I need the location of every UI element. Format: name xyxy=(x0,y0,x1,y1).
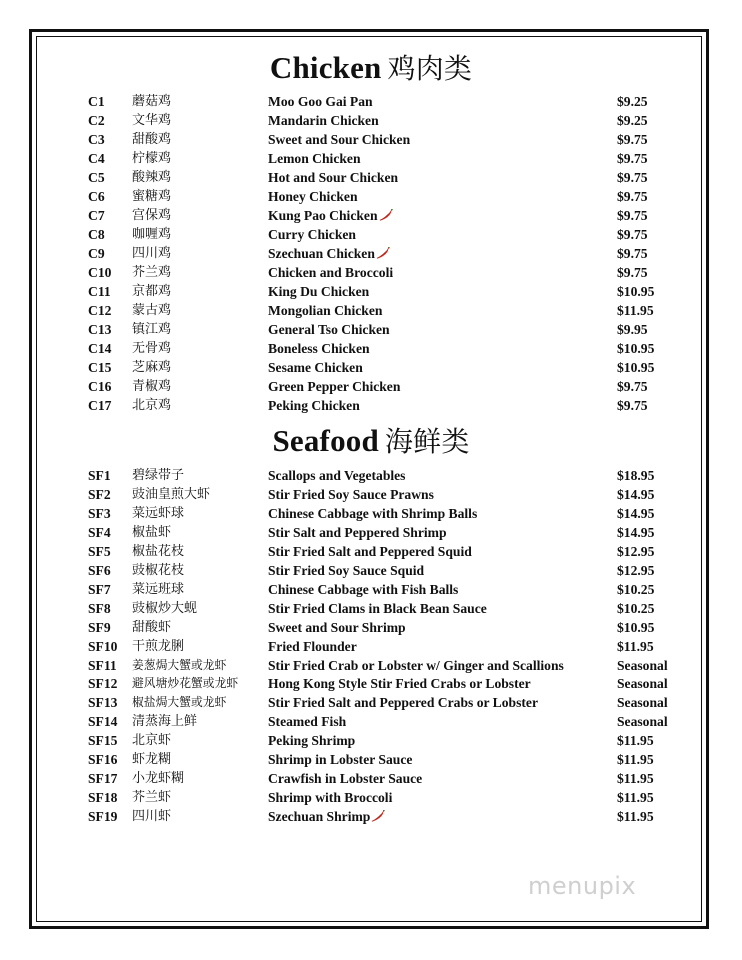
item-name-en xyxy=(268,377,400,396)
item-price: $10.25 xyxy=(617,581,655,597)
menu-item-row xyxy=(0,807,742,826)
item-price: $9.75 xyxy=(617,189,648,204)
item-name-en-text: Peking Shrimp xyxy=(268,733,356,749)
menu-item-row xyxy=(0,637,742,656)
item-name-zh: 豉椒炒大蚬 xyxy=(132,600,198,616)
item-name-en-text: Moo Goo Gai Pan xyxy=(268,94,373,109)
item-price: $9.75 xyxy=(617,379,648,394)
item-price: $11.95 xyxy=(617,790,654,806)
item-name-en-text: Kung Pao Chicken xyxy=(268,208,378,223)
item-name-zh: 文华鸡 xyxy=(132,113,172,128)
chili-pepper-icon xyxy=(371,810,385,822)
item-code: SF13 xyxy=(88,695,118,711)
menu-item-row xyxy=(0,225,742,244)
item-price: $9.75 xyxy=(617,208,648,223)
menu-item-row xyxy=(0,523,742,542)
item-name-en-text: Steamed Fish xyxy=(268,714,347,730)
item-name-zh: 甜酸鸡 xyxy=(132,132,172,147)
item-price: $11.95 xyxy=(617,809,654,825)
item-name-en-text: Stir Fried Crab or Lobster w/ Ginger and Scallions xyxy=(268,657,564,673)
item-name-en xyxy=(268,168,398,187)
item-code: SF19 xyxy=(88,809,118,825)
menu-item-row xyxy=(0,358,742,377)
item-price: $14.95 xyxy=(617,505,655,521)
item-price: $9.75 xyxy=(617,227,648,242)
item-code: SF17 xyxy=(88,771,118,787)
item-name-en xyxy=(268,561,424,580)
item-name-zh: 芥兰鸡 xyxy=(132,265,172,280)
item-name-en xyxy=(268,396,360,415)
item-name-en xyxy=(268,485,434,504)
item-code: C10 xyxy=(88,265,112,280)
item-name-zh: 椒盐焗大蟹或龙虾 xyxy=(132,695,227,710)
item-name-en xyxy=(268,542,472,561)
item-name-zh: 豉椒花枝 xyxy=(132,562,185,578)
item-price: $9.75 xyxy=(617,265,648,280)
item-code: SF11 xyxy=(88,657,117,673)
item-code: SF6 xyxy=(88,562,111,578)
item-price: $10.95 xyxy=(617,341,655,356)
item-name-en xyxy=(268,656,564,675)
item-name-en xyxy=(268,358,363,377)
item-name-zh: 四川鸡 xyxy=(132,246,172,261)
item-name-en xyxy=(268,580,458,599)
item-name-en-text: Mongolian Chicken xyxy=(268,303,383,318)
item-name-zh: 干煎龙脷 xyxy=(132,638,185,654)
item-name-zh: 咖喱鸡 xyxy=(132,227,172,242)
menupix-watermark: menupix xyxy=(528,872,637,900)
menu-item-row xyxy=(0,656,742,675)
item-code: C8 xyxy=(88,227,105,242)
item-code: C17 xyxy=(88,398,112,413)
item-name-zh: 菜远班球 xyxy=(132,581,185,597)
item-price: $9.95 xyxy=(617,322,648,337)
item-name-en xyxy=(268,750,412,769)
item-name-en-text: King Du Chicken xyxy=(268,284,370,299)
item-name-zh: 北京虾 xyxy=(132,733,172,749)
item-name-en-text: Shrimp in Lobster Sauce xyxy=(268,752,413,768)
item-price: $9.75 xyxy=(617,246,648,261)
menu-item-row xyxy=(0,693,742,712)
item-name-en-text: Stir Fried Soy Sauce Squid xyxy=(268,562,425,578)
item-name-en-text: Chicken and Broccoli xyxy=(268,265,394,280)
menu-item-row xyxy=(0,187,742,206)
item-price: $9.75 xyxy=(617,398,648,413)
menu-item-row xyxy=(0,712,742,731)
item-name-zh: 碧绿带子 xyxy=(132,468,185,483)
menu-item-row xyxy=(0,561,742,580)
menu-item-row xyxy=(0,504,742,523)
item-price: Seasonal xyxy=(617,676,668,692)
item-name-en-text: Szechuan Shrimp xyxy=(268,809,371,825)
item-name-en xyxy=(268,149,361,168)
item-name-zh: 芥兰虾 xyxy=(132,790,172,806)
menu-item-row xyxy=(0,466,742,485)
item-price: $11.95 xyxy=(617,771,654,787)
item-name-en xyxy=(268,504,477,523)
item-code: SF2 xyxy=(88,486,111,502)
menu-item-row xyxy=(0,339,742,358)
item-code: C4 xyxy=(88,151,105,166)
item-name-en-text: Boneless Chicken xyxy=(268,341,370,356)
item-name-en xyxy=(268,225,356,244)
item-name-en-text: Stir Salt and Peppered Shrimp xyxy=(268,524,447,540)
item-code: SF7 xyxy=(88,581,111,597)
item-price: $9.75 xyxy=(617,132,648,147)
item-name-en xyxy=(268,731,355,750)
item-name-en xyxy=(268,130,410,149)
item-name-en xyxy=(268,618,406,637)
menu-item-row xyxy=(0,244,742,263)
item-name-en-text: Sweet and Sour Chicken xyxy=(268,132,411,147)
item-code: SF9 xyxy=(88,619,111,635)
item-name-zh: 小龙虾糊 xyxy=(132,771,185,787)
item-name-zh: 豉油皇煎大虾 xyxy=(132,486,211,502)
item-name-en-text: Stir Fried Clams in Black Bean Sauce xyxy=(268,600,487,616)
item-name-en-text: Szechuan Chicken xyxy=(268,246,375,261)
item-name-en xyxy=(268,769,422,788)
item-code: C15 xyxy=(88,360,112,375)
item-price: $9.25 xyxy=(617,94,648,109)
item-code: C1 xyxy=(88,94,105,109)
item-code: SF8 xyxy=(88,600,111,616)
item-price: $11.95 xyxy=(617,303,654,318)
item-name-en xyxy=(268,674,531,693)
item-name-zh: 椒盐花枝 xyxy=(132,543,185,559)
item-code: C5 xyxy=(88,170,105,185)
menu-item-row xyxy=(0,149,742,168)
item-name-zh: 蘑菇鸡 xyxy=(132,94,172,109)
menu-item-row xyxy=(0,92,742,111)
item-code: C6 xyxy=(88,189,105,204)
item-name-en xyxy=(268,187,358,206)
item-name-zh: 姜葱焗大蟹或龙虾 xyxy=(132,657,227,672)
item-price: $10.95 xyxy=(617,284,655,299)
item-name-zh: 北京鸡 xyxy=(132,398,172,413)
item-name-en xyxy=(268,339,370,358)
menu-item-row xyxy=(0,750,742,769)
item-name-en-text: Chinese Cabbage with Fish Balls xyxy=(268,581,459,597)
item-code: SF16 xyxy=(88,752,118,768)
item-name-en xyxy=(268,263,393,282)
menu-item-row xyxy=(0,731,742,750)
menu-item-row xyxy=(0,111,742,130)
chili-pepper-icon xyxy=(376,247,390,259)
item-price: $11.95 xyxy=(617,752,654,768)
chicken-title-zh: 鸡肉类 xyxy=(387,52,473,85)
item-price: $9.25 xyxy=(617,113,648,128)
seafood-section-title xyxy=(0,423,742,460)
item-price: $10.25 xyxy=(617,600,655,616)
item-name-en-text: Scallops and Vegetables xyxy=(268,468,406,483)
menu-item-row xyxy=(0,788,742,807)
item-name-en-text: Curry Chicken xyxy=(268,227,356,242)
item-name-en-text: General Tso Chicken xyxy=(268,322,390,337)
menu-item-row xyxy=(0,263,742,282)
item-name-en-text: Fried Flounder xyxy=(268,638,357,654)
chicken-title-en: Chicken xyxy=(269,50,382,85)
item-name-en-text: Honey Chicken xyxy=(268,189,358,204)
item-name-en-text: Green Pepper Chicken xyxy=(268,379,401,394)
item-code: SF10 xyxy=(88,638,118,654)
item-name-zh: 清蒸海上鲜 xyxy=(132,714,198,730)
menu-item-row xyxy=(0,168,742,187)
item-name-zh: 宫保鸡 xyxy=(132,208,172,223)
menu-item-row xyxy=(0,396,742,415)
item-name-en-text: Stir Fried Salt and Peppered Squid xyxy=(268,543,472,559)
item-price: $11.95 xyxy=(617,638,654,654)
item-code: SF5 xyxy=(88,543,111,559)
item-price: $9.75 xyxy=(617,151,648,166)
item-name-en-text: Lemon Chicken xyxy=(268,151,361,166)
item-name-en-text: Stir Fried Salt and Peppered Crabs or Lobster xyxy=(268,695,538,711)
item-name-zh: 芝麻鸡 xyxy=(132,360,172,375)
item-code: C11 xyxy=(88,284,111,299)
item-name-zh: 虾龙糊 xyxy=(132,752,172,768)
item-name-zh: 四川虾 xyxy=(132,809,172,825)
item-price: $10.95 xyxy=(617,619,655,635)
item-name-en-text: Hong Kong Style Stir Fried Crabs or Lobster xyxy=(268,676,531,692)
item-price: $12.95 xyxy=(617,562,655,578)
item-name-en-text: Peking Chicken xyxy=(268,398,360,413)
item-code: C12 xyxy=(88,303,112,318)
item-name-en xyxy=(268,599,487,618)
item-code: C16 xyxy=(88,379,112,394)
item-name-en-text: Sesame Chicken xyxy=(268,360,363,375)
item-price: $9.75 xyxy=(617,170,648,185)
item-name-en xyxy=(268,301,382,320)
item-name-zh: 京都鸡 xyxy=(132,284,172,299)
item-code: SF1 xyxy=(88,468,111,483)
item-code: C9 xyxy=(88,246,105,261)
seafood-title-en: Seafood xyxy=(272,423,379,458)
item-name-en xyxy=(268,92,373,111)
item-code: SF4 xyxy=(88,524,111,540)
item-code: C14 xyxy=(88,341,112,356)
item-name-en xyxy=(268,320,390,339)
item-name-zh: 蒙古鸡 xyxy=(132,303,172,318)
menu-item-row xyxy=(0,282,742,301)
item-name-en xyxy=(268,788,392,807)
menu-item-row xyxy=(0,130,742,149)
item-code: SF3 xyxy=(88,505,111,521)
menu-item-row xyxy=(0,301,742,320)
item-price: $14.95 xyxy=(617,524,655,540)
item-price: $10.95 xyxy=(617,360,655,375)
menu-item-row xyxy=(0,320,742,339)
item-code: SF12 xyxy=(88,676,118,692)
item-price: Seasonal xyxy=(617,695,668,711)
menu-item-row xyxy=(0,769,742,788)
menu-item-row xyxy=(0,377,742,396)
item-name-en xyxy=(268,206,393,225)
menu-item-row xyxy=(0,580,742,599)
item-name-en xyxy=(268,111,379,130)
item-name-zh: 镇江鸡 xyxy=(132,322,172,337)
item-price: $11.95 xyxy=(617,733,654,749)
seafood-title-zh: 海鲜类 xyxy=(384,425,470,458)
menu-item-row xyxy=(0,542,742,561)
item-code: SF15 xyxy=(88,733,118,749)
menu-item-row xyxy=(0,674,742,693)
item-name-en xyxy=(268,807,385,826)
item-code: C13 xyxy=(88,322,112,337)
item-name-zh: 青椒鸡 xyxy=(132,379,172,394)
item-name-zh: 椒盐虾 xyxy=(132,524,172,540)
item-name-zh: 蜜糖鸡 xyxy=(132,189,172,204)
item-price: Seasonal xyxy=(617,657,668,673)
chicken-section-title xyxy=(0,50,742,87)
item-name-en-text: Crawfish in Lobster Sauce xyxy=(268,771,423,787)
item-name-en xyxy=(268,244,390,263)
item-name-en xyxy=(268,693,538,712)
item-name-en-text: Chinese Cabbage with Shrimp Balls xyxy=(268,505,478,521)
item-name-zh: 酸辣鸡 xyxy=(132,170,172,185)
item-code: C7 xyxy=(88,208,105,223)
item-name-en-text: Sweet and Sour Shrimp xyxy=(268,619,406,635)
item-price: $12.95 xyxy=(617,543,655,559)
menu-item-row xyxy=(0,599,742,618)
item-name-zh: 避风塘炒花蟹或龙虾 xyxy=(132,676,239,691)
item-price: Seasonal xyxy=(617,714,668,730)
item-price: $14.95 xyxy=(617,486,655,502)
item-code: SF18 xyxy=(88,790,118,806)
item-name-zh: 柠檬鸡 xyxy=(132,151,172,166)
item-price: $18.95 xyxy=(617,468,655,483)
item-code: C3 xyxy=(88,132,105,147)
item-name-zh: 无骨鸡 xyxy=(132,341,172,356)
item-name-en xyxy=(268,466,405,485)
item-name-zh: 甜酸虾 xyxy=(132,619,172,635)
item-name-en-text: Shrimp with Broccoli xyxy=(268,790,393,806)
chili-pepper-icon xyxy=(379,209,393,221)
item-code: C2 xyxy=(88,113,105,128)
menu-item-row xyxy=(0,206,742,225)
item-name-zh: 菜远虾球 xyxy=(132,505,185,521)
item-name-en xyxy=(268,282,369,301)
menu-item-row xyxy=(0,485,742,504)
item-name-en xyxy=(268,523,447,542)
item-code: SF14 xyxy=(88,714,118,730)
item-name-en-text: Stir Fried Soy Sauce Prawns xyxy=(268,486,434,502)
item-name-en-text: Mandarin Chicken xyxy=(268,113,379,128)
item-name-en xyxy=(268,712,346,731)
item-name-en xyxy=(268,637,357,656)
menu-item-row xyxy=(0,618,742,637)
item-name-en-text: Hot and Sour Chicken xyxy=(268,170,399,185)
